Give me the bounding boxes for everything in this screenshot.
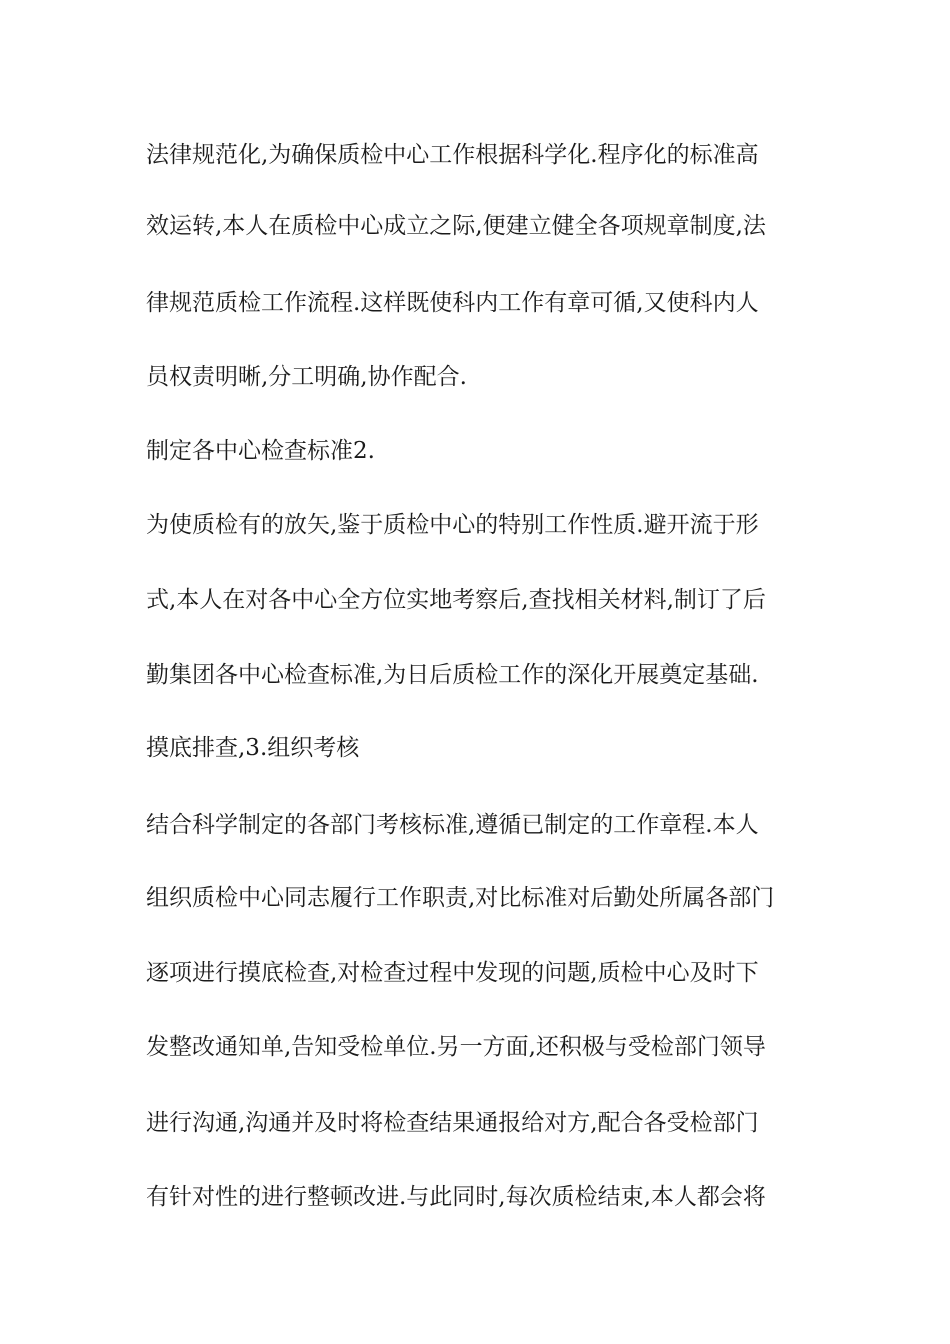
text-line: 员权责明晰,分工明确,协作配合. — [146, 364, 467, 390]
text-line: 为使质检有的放矢,鉴于质检中心的特别工作性质.避开流于形 — [146, 512, 759, 538]
text-line: 律规范质检工作流程.这样既使科内工作有章可循,又使科内人 — [146, 290, 759, 316]
text-line: 结合科学制定的各部门考核标准,遵循已制定的工作章程.本人 — [146, 812, 759, 838]
text-line: 式,本人在对各中心全方位实地考察后,查找相关材料,制订了后 — [146, 587, 766, 613]
text-line: 进行沟通,沟通并及时将检查结果通报给对方,配合各受检部门 — [146, 1110, 759, 1136]
text-line: 有针对性的进行整顿改进.与此同时,每次质检结束,本人都会将 — [146, 1184, 766, 1210]
text-line: 逐项进行摸底检查,对检查过程中发现的问题,质检中心及时下 — [146, 960, 759, 986]
section-heading: 摸底排查,3.组织考核 — [146, 735, 360, 761]
text-line: 发整改通知单,告知受检单位.另一方面,还积极与受检部门领导 — [146, 1034, 766, 1060]
text-line: 勤集团各中心检查标准,为日后质检工作的深化开展奠定基础. — [146, 662, 759, 688]
section-heading: 制定各中心检查标准2. — [146, 438, 375, 464]
text-line: 法律规范化,为确保质检中心工作根据科学化.程序化的标准高 — [146, 142, 759, 168]
text-line: 组织质检中心同志履行工作职责,对比标准对后勤处所属各部门 — [146, 885, 775, 911]
text-line: 效运转,本人在质检中心成立之际,便建立健全各项规章制度,法 — [146, 213, 766, 239]
